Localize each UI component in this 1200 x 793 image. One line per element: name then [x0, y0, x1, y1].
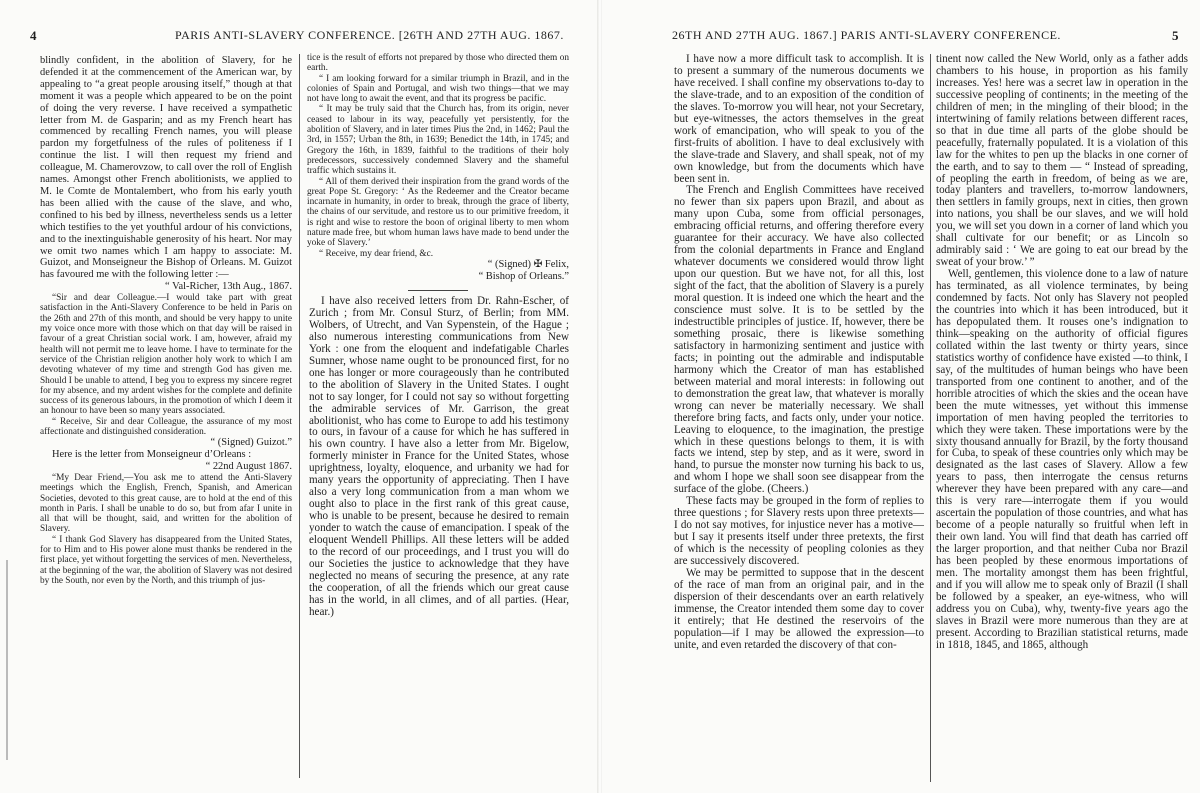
paragraph: “ (Signed) Guizot.”: [210, 437, 292, 449]
section-divider: [408, 290, 468, 291]
paragraph: “ It may be truly said that the Church has, from its origin, never ceased to labour in its way, peacefully yet persistently, for the abolition of Slavery, and in later times Pius the 2nd, in 1462; Paul the 3rd, in 1557; Urban the 8th, in 1639; Benedict the 14th, in 1745; and Gregory the 16th, in 1839, faithful to the traditions of their holy predecessors, successively condemned Slavery and the shameful traffic which sustains it.: [307, 104, 569, 177]
paragraph: “ Receive, my dear friend, &c.: [319, 248, 434, 259]
paragraph: tinent now called the New World, only as a father adds chambers to his house, in proportion as his family increases. Yes! here was a secret law in operation in the successive peopling of continents; in the meeting of the children of men; in the mingling of their blood; in the intertwining of family relations between different races, so that in due time all parts of the globe should be peacefully, fraternally populated. It is a violation of this law for the whites to pen up the blacks in one corner of the earth, and to say to them — “ Instead of spreading, of peopling the earth in freedom, of being as we are, today planters and travellers, to-morrow landowners, then settlers in family groups, next in cities, then grown into nations, you shall be our slaves, and we will hold you, we will set you down in a corner of land which you shall cultivate for our benefit; or as Lincoln so admirably said : ‘ We are going to eat our bread by the sweat of your brow.’ ”: [936, 54, 1188, 269]
paragraph: “Sir and dear Colleague.—I would take part with great satisfaction in the Anti-Slavery Conference to be held in Paris on the 26th and 27th of this month, and should be very happy to unite my voice once more with those which on that day will be raised in favour of a great Christian social work. I am, however, afraid my health will not permit me to leave home. I have to terminate for the service of the Christian religion another holy work to which I am devoting whatever of my time and strength God has given me. Should I be unable to attend, I beg you to express my sincere regret for my absence, and my ardent wishes for the complete and definite success of its generous labours, in the promotion of which I deem it an honour to have been so many years associated.: [40, 293, 292, 417]
column-rule-right: [930, 54, 931, 782]
paragraph: We may be permitted to suppose that in the descent of the race of man from an original pair, and in the dispersion of their descendants over an earth relatively immense, the Creator intended them some day to cover it entirely; that He destined the reservoirs of the population—if I may be allowed the expression—to unite, and even retarded the discovery of that con-: [674, 566, 924, 651]
paragraph: Well, gentlemen, this violence done to a law of nature has terminated, as all violence terminates, by being condemned by facts. Not only has Slavery not peopled the countries into which it has been introduced, but it has depopulated them. It rouses one’s indignation to think—speaking on the authority of official figures collated within the last twenty or thirty years, since statistics worthy of confidence have existed —to think, I say, of the multitudes of human beings who have been transported from one continent to another, and of the horrible atrocities of which the skies and the ocean have been the mute witnesses, yet without this immense importation of men having peopled the territories to which they were taken. These importations were by the sixty thousand annually for Brazil, by the forty thousand for Cuba, to speak of these countries only which may be designated as the last cases of Slavery. Allow a few years to pass, then interrogate the census returns wherever they have been prepared with any care—and this is very rare—interrogate them if you would ascertain the population of those countries, and what has become of a people naturally so fruitful when left in their own land. You will find that death has carried off the larger proportion, and that neither Cuba nor Brazil has been peopled by these enormous importations of men. The mortality amongst them has been frightful, and if you will allow me to speak only of Brazil (I shall be followed by a speaker, an eye-witness, who will address you on Cuba), why, twenty-five years ago the slaves in Brazil were more numerous than they are at present. According to Brazilian statistical returns, made in 1818, 1845, and 1865, although: [936, 268, 1188, 651]
paragraph: These facts may be grouped in the form of replies to three questions ; for Slavery rests upon three pretexts—I do not say motives, for injustice never has a motive—but I say it presents itself under three pretexts, the first of which is the necessity of peopling colonies as they are successively discovered.: [674, 495, 924, 568]
right-page-header: [672, 28, 1182, 46]
right-page-column-1: [674, 54, 924, 782]
left-page-column-2-text: [309, 296, 569, 780]
paragraph: blindly confident, in the abolition of Slavery, for he defended it at the commencement of the American war, by appealing to “a great people arousing itself,” though at that moment it was a people which appeared to be on the point of doing the very reverse. I have received a sympathetic letter from M. de Gasparin; and as my French heart has commenced by recalling French names, you will please pardon my forgetfulness of the rules of politeness if I continue the list. I will then request my friend and colleague, M. Chamerovzow, to call over the roll of English names. Amongst other French abolitionists, we applied to M. le Comte de Montalembert, who from his early youth has been allied with the cause of the slave, and who, confined to his bed by illness, nevertheless sends us a letter which testifies to the yet youthful ardour of his convictions, and to the inextinguishable generosity of his heart. Nor may we omit two names which I am happy to associate: M. Guizot, and Monseigneur the Bishop of Orleans. M. Guizot has favoured me with the following letter :—: [40, 55, 292, 281]
paragraph: I have also received letters from Dr. Rahn-Escher, of Zurich ; from Mr. Consul Sturz, of Berlin; from MM. Wolbers, of Utrecht, and Van Sypenstein, of the Hague ; also numerous interesting communications from New York : one from the eloquent and indefatigable Charles Sumner, whose name ought to be pronounced first, for no one has longer or more courageously than he contributed to the abolition of Slavery in the United States. I ought not to say longer, for I could not say so without forgetting the admirable services of Mr. Garrison, the great abolitionist, who has come to Europe to add his testimony to ours, in favour of a cause for which he has suffered in his own country. I have also a letter from Mr. Bigelow, formerly minister in France for the United States, whose uprightness, loyalty, eloquence, and urbanity we had for many years the opportunity of appreciating. Then I have also a very long communication from a man whom we ought also to place in the first rank of this great cause, who is unable to be present, because he desired to remain yonder to watch the cause of emancipation. I speak of the eloquent Wendell Phillips. All these letters will be added to the record of our proceedings, and I trust you will do our Societies the justice to acknowledge that they have neglected no means of securing the presence, at any rate the cooperation, of all the friends which our great cause has in the world, in all climes, and of all parties. (Hear, hear.): [309, 296, 569, 618]
scan-edge-mark: [6, 560, 8, 760]
right-page-column-2: [936, 54, 1188, 782]
left-page-column-1: [40, 55, 292, 780]
running-head-left: PARIS ANTI-SLAVERY CONFERENCE. [26TH AND 27TH AUG. 1867.: [175, 28, 564, 42]
column-rule-left: [299, 54, 300, 778]
page-number-right: 5: [1172, 28, 1179, 43]
paragraph: tice is the result of efforts not prepared by those who directed them on earth.: [307, 53, 569, 74]
right-page: [602, 0, 1200, 793]
paragraph: “My Dear Friend,—You ask me to attend the Anti-Slavery meetings which the English, French, Spanish, and American Societies, devoted to this great cause, are to hold at the end of this month in Paris. I shall be unable to do so, but from afar I unite in all that will be thought, said, and written for the abolition of Slavery.: [40, 473, 292, 535]
paragraph: I have now a more difficult task to accomplish. It is to present a summary of the numerous documents we have received. I shall confine my observations to-day to the slave-trade, and to an exposition of the condition of the slaves. To-morrow you will hear, not your Secretary, but eye-witnesses, the actors themselves in the great work of emancipation, who will speak to you of the first-fruits of abolition. I have to deal exclusively with the slave-trade and Slavery, and shall speak, not of my own knowledge, but from the documents which have been sent in.: [674, 54, 924, 185]
left-page: [0, 0, 598, 793]
paragraph: The French and English Committees have received no fewer than six papers upon Brazil, and about as many upon Cuba, some from official personages, embracing official returns, and offering therefore every guarantee for their accuracy. We have also collected from the colonial departments in France and England whatever documents we considered would throw light upon our question. But we have not, for all this, lost sight of the fact, that the abolition of Slavery is a purely moral question. It is indeed one which the heart and the conscience must solve. It is to be settled by the indestructible principles of justice. If, however, there be something prosaic, there is likewise something satisfactory in harmonizing sentiment and justice with facts; in pointing out the admirable and indisputable harmony which the Creator of man has established between material and moral interests: in following out to demonstration the great law, that whatever is morally wrong can never be materially necessary. We shall therefore bring facts, and facts only, under your notice. Leaving to eloquence, to the imagination, the prestige which in these questions belongs to them, it is with facts we intend, step by step, and as it were, sword in hand, to pursue the monster now turning his back to us, and whom I hope we shall soon see disappear from the surface of the globe. (Cheers.): [674, 184, 924, 496]
running-head-right: 26TH AND 27TH AUG. 1867.] PARIS ANTI-SLAVERY CONFERENCE.: [672, 28, 1061, 42]
paragraph: “ 22nd August 1867.: [205, 461, 292, 473]
left-page-header: [30, 28, 590, 46]
paragraph: “ All of them derived their inspiration from the grand words of the great Pope St. Gregory: ‘ As the Redeemer and the Creator became incarnate in humanity, in order to break, through the grace of liberty, the chains of our servitude, and restore us to our primitive freedom, it is right and wise to restore the boon of original liberty to men whom nature made free, but whom human laws have made to bend under the yoke of Slavery.’: [307, 176, 569, 249]
paragraph: “ Receive, Sir and dear Colleague, the assurance of my most affectionate and distinguished consideration.: [40, 416, 292, 437]
paragraph: Here is the letter from Monseigneur d’Orleans :: [52, 449, 252, 461]
paragraph: “ Bishop of Orleans.”: [478, 270, 569, 282]
paragraph: “ Val-Richer, 13th Aug., 1867.: [165, 281, 292, 293]
page-number-left: 4: [30, 28, 37, 43]
paragraph: “ I am looking forward for a similar triumph in Brazil, and in the colonies of Spain and Portugal, and wish two things—that we may not have long to await the event, and that its progress be pacific.: [307, 73, 569, 105]
left-page-column-2-letter: [307, 53, 569, 283]
paragraph: “ (Signed) ✠ Felix,: [487, 258, 569, 270]
paragraph: “ I thank God Slavery has disappeared from the United States, for to Him and to His power alone must thanks be rendered in the first place, yet without forgetting the services of men. Nevertheless, at the beginning of the war, the abolition of Slavery was not desired by the South, nor even by the North, and this triumph of jus-: [40, 534, 292, 586]
